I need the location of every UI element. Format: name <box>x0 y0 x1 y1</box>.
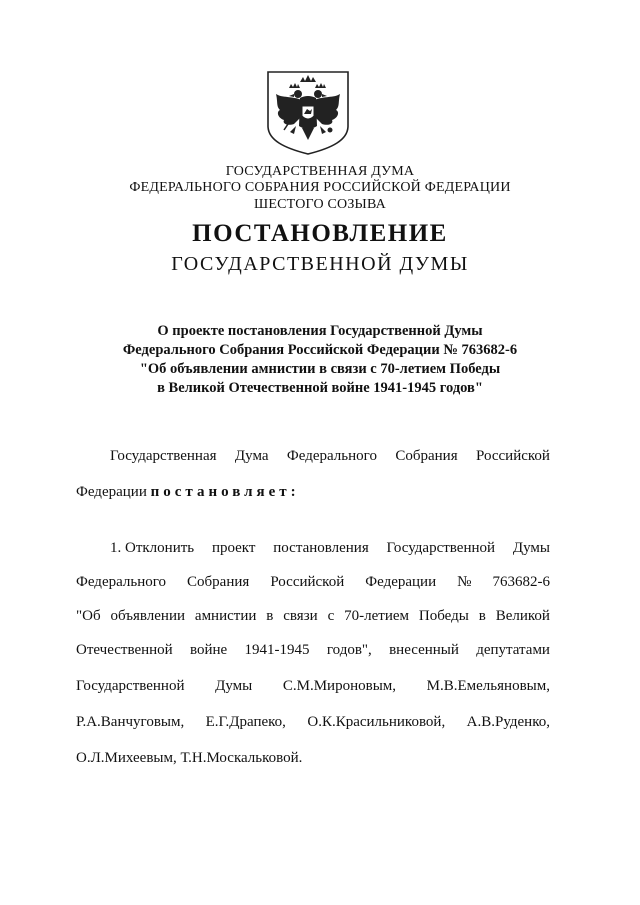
word: Великой <box>495 608 550 624</box>
convocation-line: ШЕСТОГО СОЗЫВА <box>254 197 386 212</box>
document-subtitle: ГОСУДАРСТВЕННОЙ ДУМЫ <box>171 253 469 275</box>
preamble-line-1 <box>76 448 550 468</box>
word: внесенный <box>389 642 459 658</box>
clause-1-line-7: О.Л.Михеевым, Т.Н.Москальковой. <box>76 750 303 766</box>
word: "Об <box>76 608 101 624</box>
word: А.В.Руденко, <box>466 714 550 730</box>
word: Собрания <box>395 448 458 464</box>
subject-line-1: О проекте постановления Государственной Думы <box>157 323 483 339</box>
clause-1-line-6 <box>76 714 550 734</box>
word: Отечественной <box>76 642 173 658</box>
word: Государственной <box>76 678 185 694</box>
word: Собрания <box>187 574 250 590</box>
word: амнистии <box>194 608 257 624</box>
word: Федерации <box>365 574 437 590</box>
org-name-line-2: ФЕДЕРАЛЬНОГО СОБРАНИЯ РОССИЙСКОЙ ФЕДЕРАЦИИ <box>129 180 511 195</box>
word: Думы <box>215 678 253 694</box>
word: 1941-1945 <box>244 642 310 658</box>
word: связи <box>283 608 318 624</box>
subject-line-3: "Об объявлении амнистии в связи с 70-летием Победы <box>139 361 501 377</box>
word: проект <box>211 540 256 556</box>
word: 70-летием <box>344 608 409 624</box>
word: С.М.Мироновым, <box>282 678 397 694</box>
word: Российской <box>270 574 345 590</box>
word: 1. Отклонить <box>110 540 195 556</box>
word: депутатами <box>476 642 550 658</box>
word: Федерального <box>286 448 377 464</box>
word: годов", <box>326 642 372 658</box>
word: Дума <box>234 448 269 464</box>
subject-line-4: в Великой Отечественной войне 1941-1945 годов" <box>157 380 483 396</box>
preamble-line-2 <box>76 484 550 504</box>
word: Р.А.Ванчуговым, <box>76 714 185 730</box>
word: 763682-6 <box>492 574 550 590</box>
document-title: ПОСТАНОВЛЕНИЕ <box>192 220 448 247</box>
word: постановления <box>273 540 369 556</box>
word: О.К.Красильниковой, <box>307 714 446 730</box>
word: войне <box>190 642 228 658</box>
word: объявлении <box>110 608 186 624</box>
clause-1-line-3 <box>76 608 550 628</box>
word: в <box>266 608 274 624</box>
clause-1-line-1 <box>76 540 550 560</box>
word: с <box>327 608 335 624</box>
word: Государственной <box>386 540 496 556</box>
resolution-subject <box>0 322 640 398</box>
clause-1-line-5 <box>76 678 550 698</box>
word: Государственная <box>110 448 217 464</box>
subject-line-2: Федерального Собрания Российской Федерации № 763682-6 <box>122 342 518 358</box>
word: Е.Г.Драпеко, <box>205 714 286 730</box>
org-name-line-1: ГОСУДАРСТВЕННАЯ ДУМА <box>225 164 415 179</box>
word: № <box>457 574 472 590</box>
operative-verb: постановляет: <box>150 484 300 500</box>
russian-coat-of-arms-icon <box>262 68 354 156</box>
word: в <box>478 608 486 624</box>
word: Победы <box>418 608 469 624</box>
word: Думы <box>512 540 550 556</box>
word: Федерального <box>76 574 167 590</box>
word: Российской <box>476 448 550 464</box>
clause-1-line-4 <box>76 642 550 662</box>
word: М.В.Емельяновым, <box>426 678 550 694</box>
word: Федерации <box>76 484 147 500</box>
clause-1-line-2 <box>76 574 550 594</box>
